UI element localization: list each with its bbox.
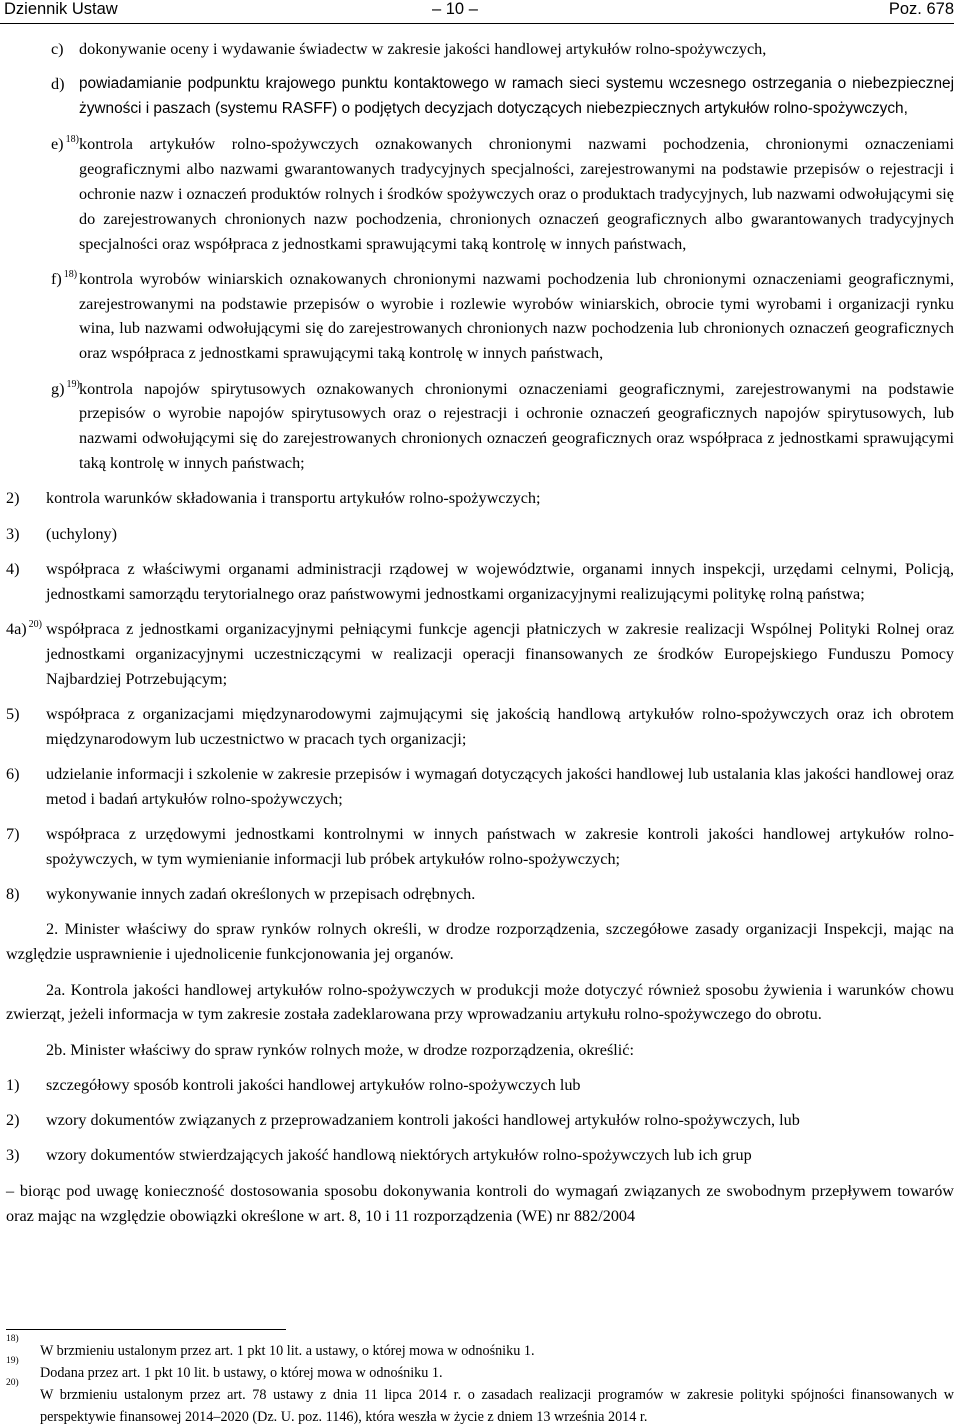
paragraph-2a: 2a. Kontrola jakości handlowej artykułów rolno-spożywczych w produkcji może dotyczyć również sposobu żywienia i warunków chowu zwierząt, jeżeli informacja w tym zakresie została zadeklarowana przy wprowadzaniu artykułu rolno-spożywczego do obrotu.: [6, 980, 954, 1024]
item-text: wzory dokumentów stwierdzających jakość handlową niektórych artykułów rolno-spożywczych lub ich grup: [46, 1146, 752, 1165]
item-label: 2): [6, 1111, 20, 1130]
paragraph-2: 2. Minister właściwy do spraw rynków rolnych określi, w drodze rozporządzenia, szczegółowe zasady organizacji Inspekcji, mając na względzie usprawnienie i ujednolicenie funkcjonowania jej organów.: [6, 920, 954, 964]
list-item-6: [6, 762, 954, 812]
footnote-ref: 18): [65, 134, 79, 146]
footnote-label: 20): [6, 1378, 19, 1388]
item-text: kontrola warunków składowania i transportu artykułów rolno-spożywczych;: [46, 489, 541, 508]
item-label: 2): [6, 489, 20, 508]
footnote-ref: 19): [66, 378, 80, 390]
list-item-4: [6, 557, 954, 607]
item-text: szczegółowy sposób kontroli jakości handlowej artykułów rolno-spożywczych lub: [46, 1075, 581, 1094]
item-label: 4): [6, 559, 20, 578]
item-label: g) $^{19)}$: [51, 378, 80, 398]
closing-paragraph: – biorąc pod uwagę konieczność dostosowania sposobu dokonywania kontroli do wymagań związanych ze swobodnym przepływem towarów oraz mając na względzie obowiązki określone w art. 8, 10 i 11 rozporządzenia (WE) nr 882/2004: [6, 1181, 954, 1225]
item-text: kontrola artykułów rolno-spożywczych oznakowanych chronionymi nazwami pochodzenia, chronionymi oznaczeniami geograficznymi albo nazwami gwarantowanych tradycyjnych specjalności, zarejestrowanymi na podstawie przepisów o rejestracji i ochronie nazw i oznaczeń produktów rolnych i środków spożywczych oraz o produktach tradycyjnych, lub nazwami odwołującymi się do zarejestrowanych chronionych nazw pochodzenia, chronionych oznaczeń geograficznych albo gwarantowanych tradycyjnych specjalności oraz współpraca z jednostkami sprawującymi taką kontrolę w innych państwach,: [79, 135, 954, 253]
item-text: współpraca z urzędowymi jednostkami kontrolnymi w innych państwach w zakresie kontroli jakości handlowej artykułów rolno-spożywczych, w tym wymienianie informacji lub próbek artykułów rolno-spożywczych;: [46, 825, 954, 868]
item-text: współpraca z jednostkami organizacyjnymi pełniącymi funkcje agencji płatniczych w zakresie realizacji Wspólnej Polityki Rolnej oraz jednostkami organizacyjnymi uczestniczącymi w realizacji operacji finansowanych ze środków Europejskiego Funduszu Pomocy Najbardziej Potrzebującym;: [46, 619, 954, 688]
item-text: wykonywanie innych zadań określonych w przepisach odrębnych.: [46, 885, 476, 904]
page-number: – 10 –: [432, 0, 478, 18]
list-item-e: [6, 132, 954, 256]
list-item-2b-1: [6, 1073, 954, 1098]
list-item-f: [6, 267, 954, 366]
journal-name: Dziennik Ustaw: [4, 0, 118, 18]
list-item-2: [6, 486, 954, 511]
list-item-8: [6, 882, 954, 907]
footnote-text: W brzmieniu ustalonym przez art. 1 pkt 10 lit. a ustawy, o której mowa w odnośniku 1.: [40, 1343, 535, 1359]
item-label: 8): [6, 885, 20, 904]
footnote-ref: 18): [63, 268, 78, 280]
item-text: współpraca z organizacjami międzynarodowymi zajmującymi się jakością handlową artykułów rolno-spożywczych oraz ich obrotem międzynarodowym lub uczestnictwo w pracach tych organizacji;: [46, 704, 954, 748]
footnote-text: W brzmieniu ustalonym przez art. 78 ustawy z dnia 11 lipca 2014 r. o zasadach realizacji programów w zakresie polityki spójności finansowanych w perspektywie finansowej 2014–2020 (Dz. U. poz. 1146), która weszła w życie z dniem 13 września 2014 r.: [40, 1387, 954, 1425]
item-text: udzielanie informacji i szkolenie w zakresie przepisów i wymagań dotyczących jakości handlowej lub ustalania klas jakości handlowej oraz metod i badań artykułów rolno-spożywczych;: [46, 764, 954, 808]
list-item-d: [6, 72, 954, 122]
list-item-7: [6, 822, 954, 872]
item-label: 3): [6, 1146, 20, 1165]
item-label: d): [51, 75, 65, 94]
footnote-19: [6, 1356, 954, 1384]
footnote-separator: [6, 1329, 286, 1330]
list-item-g: [6, 377, 954, 476]
paragraph-2b: 2b. Minister właściwy do spraw rynków rolnych może, w drodze rozporządzenia, określić:: [46, 1040, 634, 1059]
position-number: Poz. 678: [888, 0, 954, 18]
footnote-ref: 20): [28, 618, 43, 630]
item-text: wzory dokumentów związanych z przeprowadzaniem kontroli jakości handlowej artykułów rolno-spożywczych, lub: [46, 1111, 800, 1130]
footnote-label: 18): [6, 1334, 19, 1344]
item-label: 6): [6, 764, 20, 783]
item-label: c): [51, 40, 64, 58]
item-label: 3): [6, 524, 20, 543]
footnote-20: [6, 1378, 954, 1428]
list-item-2b-3: [6, 1143, 954, 1168]
list-item-2b-2: [6, 1108, 954, 1133]
page-header: [0, 0, 954, 24]
item-label: 7): [6, 825, 20, 844]
list-item-c: [6, 37, 954, 62]
list-item-5: [6, 702, 954, 752]
footnote-18: [6, 1334, 954, 1362]
item-text: kontrola wyrobów winiarskich oznakowanych chronionymi nazwami pochodzenia lub chronionymi oznaczeniami geograficznymi, zarejestrowanymi na podstawie przepisów o wyrobie i rozlewie wyrobów winiarskich, obrocie tymi wyrobami i organizacji rynku wina, lub nazwami odwołującymi się do zarejestrowanych chronionych nazw pochodzenia lub chronionych oznaczeń geograficznych oraz współpraca z jednostkami sprawującymi taką kontrolę w innych państwach,: [79, 269, 954, 363]
document-body: [6, 37, 954, 1228]
item-label: 4a) $^{20)}$: [6, 618, 43, 638]
list-item-4a: [6, 617, 954, 691]
list-item-3: [6, 522, 954, 547]
item-text: powiadamianie podpunktu krajowego punktu kontaktowego w ramach sieci systemu wczesnego ostrzegania o niebezpiecznej żywności i paszach (systemu RASFF) o podjętych decyzjach dotyczących niebezpiecznych artykułów rolno-spożywczych,: [79, 75, 954, 118]
item-label: f) $^{18)}$: [51, 268, 78, 288]
item-text: (uchylony): [46, 524, 118, 543]
item-label: 1): [6, 1075, 20, 1094]
footnote-text: Dodana przez art. 1 pkt 10 lit. b ustawy, o której mowa w odnośniku 1.: [40, 1365, 443, 1381]
item-text: współpraca z właściwymi organami administracji rządowej w województwie, organami innych inspekcji, urzędami celnymi, Policją, jednostkami samorządu terytorialnego oraz państwowymi jednostkami organizacyjnymi realizującymi politykę rolną państwa;: [46, 559, 954, 603]
item-label: e) $^{18)}$: [51, 134, 79, 154]
footnote-label: 19): [6, 1356, 19, 1366]
item-text: dokonywanie oceny i wydawanie świadectw w zakresie jakości handlowej artykułów rolno-spożywczych,: [79, 40, 767, 58]
item-text: kontrola napojów spirytusowych oznakowanych chronionymi oznaczeniami geograficznymi, zarejestrowanymi na podstawie przepisów o wyrobie napojów spirytusowych oraz o rejestracji i ochronie oznaczeń geograficznych napojów spirytusowych, lub nazwami odwołującymi się do zarejestrowanych chronionych oznaczeń geograficznych oraz współpraca z jednostkami sprawującymi taką kontrolę w innych państwach;: [79, 379, 954, 472]
item-label: 5): [6, 704, 20, 723]
footnotes: [6, 1334, 954, 1428]
